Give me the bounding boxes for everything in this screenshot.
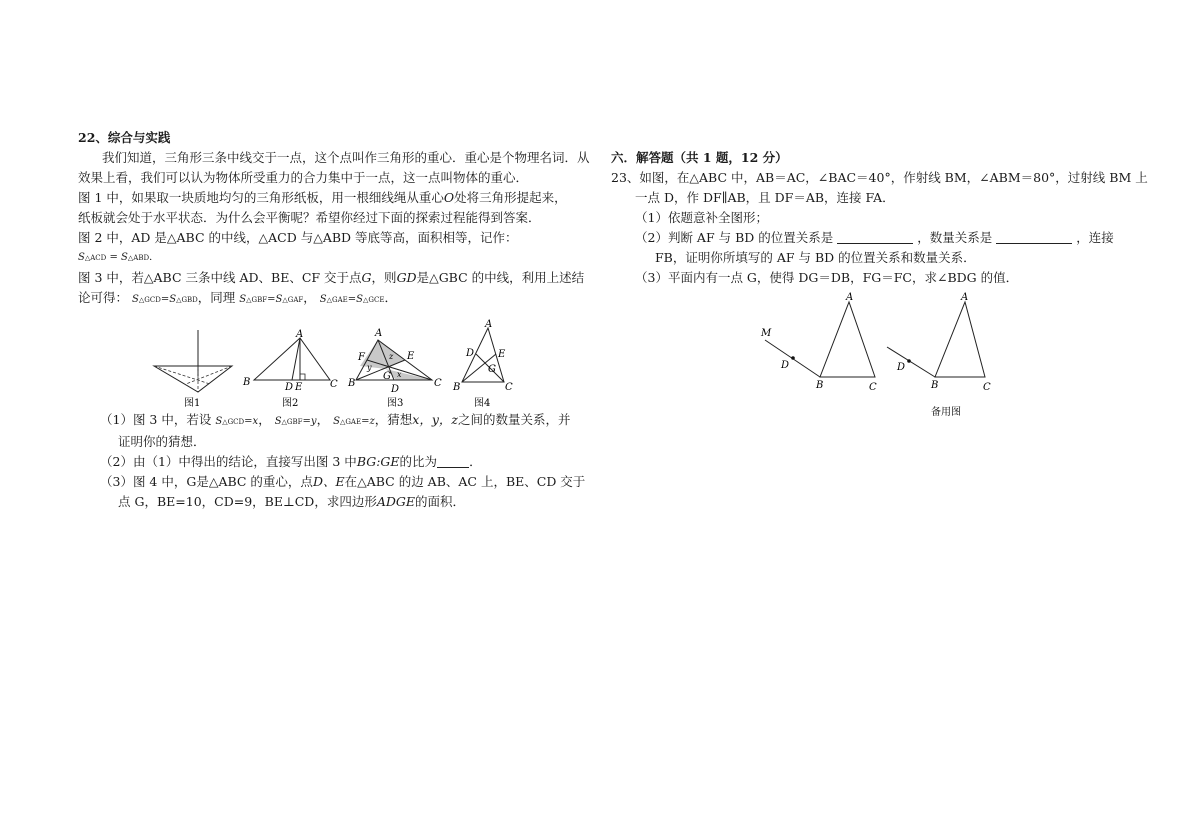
intro-line-3: 图 1 中，如果取一块质地均匀的三角形纸板，用一根细线绳从重心O处将三角形提起来， — [78, 190, 567, 205]
fig23-label-b: B — [816, 380, 824, 391]
fig3-label-x: x — [397, 370, 402, 379]
q23-line-2: 一点 D，作 DF∥AB，且 DF＝AB，连接 FA． — [635, 190, 895, 205]
fig4-label-c: C — [505, 382, 513, 393]
figure-23-main — [760, 292, 877, 393]
answer-blank-position — [837, 229, 913, 244]
backup-figure-caption: 备用图 — [931, 407, 961, 418]
section-heading: 六．解答题（共 1 题，12 分） — [611, 150, 788, 165]
fig4-label-b: B — [453, 382, 461, 393]
fig2-label-d: D — [285, 382, 294, 393]
fig3-label-e: E — [407, 351, 415, 362]
fig23-label-m: M — [761, 328, 772, 339]
fig2-label-a: A — [296, 329, 304, 340]
q23-line-1: 23、如图，在△ABC 中，AB＝AC，∠BAC＝40°，作射线 BM，∠ABM＝80°，过射线 BM 上 — [611, 170, 1148, 185]
question-2: （2）由（1）中得出的结论，直接写出图 3 中BG:GE的比为 ． — [100, 454, 482, 469]
intro-line-4: 纸板就会处于水平状态．为什么会平衡呢？希望你经过下面的探索过程能得到答案． — [78, 210, 541, 225]
figure-3-triangle — [347, 328, 442, 409]
fig3-label-c: C — [434, 378, 442, 389]
answer-blank-ratio — [437, 453, 469, 468]
problem-22-heading: 22、综合与实践 — [78, 130, 171, 145]
figure-1-caption: 图1 — [184, 398, 201, 409]
answer-blank-quantity — [996, 229, 1072, 244]
problem-22 — [78, 128, 598, 512]
fig23-label-a: A — [846, 292, 854, 303]
fig23b-label-c: C — [983, 382, 991, 393]
q23-sub-2-cont: FB，证明你所填写的 AF 与 BD 的位置关系和数量关系． — [655, 250, 976, 265]
question-1-line-2: 证明你的猜想． — [118, 434, 206, 449]
fig3-label-b: B — [348, 378, 356, 389]
fig2-label-c: C — [330, 379, 338, 390]
area-equation-1: S△ACD = S△ABD． — [78, 252, 160, 263]
q23-sub-3: （3）平面内有一点 G，使得 DG＝DB，FG＝FC，求∠BDG 的值． — [635, 270, 1019, 285]
figure-2-triangle — [242, 329, 338, 409]
fig3-label-g: G — [383, 371, 391, 382]
fig3-label-z: z — [389, 352, 394, 361]
fig4-label-d: D — [466, 348, 475, 359]
question-3-line-1: （3）图 4 中，G是△ABC 的重心，点D、E在△ABC 的边 AB、AC 上，BE、CD 交于 — [100, 474, 586, 489]
fig2-label-b: B — [243, 377, 251, 388]
intro-line-1: 我们知道，三角形三条中线交于一点，这个点叫作三角形的重心．重心是个物理名词．从 — [102, 150, 590, 165]
q23-sub-1: （1）依题意补全图形； — [635, 210, 768, 225]
question-1-line-1: （1）图 3 中，若设 S△GCD=x， S△GBF=y， S△GAE=z，猜想x，y，z之间的数量关系，并 — [100, 412, 571, 427]
fig4-label-e: E — [498, 349, 506, 360]
figure-1-plate — [154, 330, 232, 409]
intro-line-7: 论可得： S△GCD=S△GBD，同理 S△GBF=S△GAF， S△GAE=S△GCE． — [78, 290, 397, 305]
figure-23-backup — [887, 292, 991, 418]
fig23b-label-a: A — [961, 292, 969, 303]
fig3-label-y: y — [367, 363, 372, 372]
figure-4-caption: 图4 — [474, 398, 491, 409]
fig4-label-a: A — [485, 319, 493, 330]
figure-23 — [755, 292, 1015, 422]
figure-2-caption: 图2 — [282, 398, 299, 409]
fig23b-label-b: B — [931, 380, 939, 391]
fig23b-label-d: D — [897, 362, 906, 373]
q23-sub-2: （2）判断 AF 与 BD 的位置关系是 ，数量关系是 ，连接 — [635, 230, 1114, 245]
intro-line-2: 效果上看，我们可以认为物体所受重力的合力集中于一点，这一点叫物体的重心． — [78, 170, 529, 185]
fig3-label-f: F — [358, 352, 365, 363]
fig3-label-d: D — [391, 384, 400, 395]
fig23-label-d: D — [781, 360, 790, 371]
figures-row — [150, 319, 520, 410]
figure-4-triangle — [452, 319, 513, 409]
problem-23 — [611, 148, 1148, 288]
figure-3-caption: 图3 — [387, 398, 404, 409]
question-3-line-2: 点 G，BE=10，CD=9，BE⊥CD，求四边形ADGE的面积． — [118, 494, 466, 509]
fig2-label-e: E — [295, 382, 303, 393]
fig23-label-c: C — [869, 382, 877, 393]
intro-line-5: 图 2 中，AD 是△ABC 的中线，△ACD 与△ABD 等底等高，面积相等，记作： — [78, 230, 518, 245]
intro-line-6: 图 3 中，若△ABC 三条中线 AD、BE、CF 交于点G，则GD是△GBC 的中线，利用上述结 — [78, 270, 585, 285]
fig4-label-g: G — [488, 364, 496, 375]
fig3-label-a: A — [375, 328, 383, 339]
